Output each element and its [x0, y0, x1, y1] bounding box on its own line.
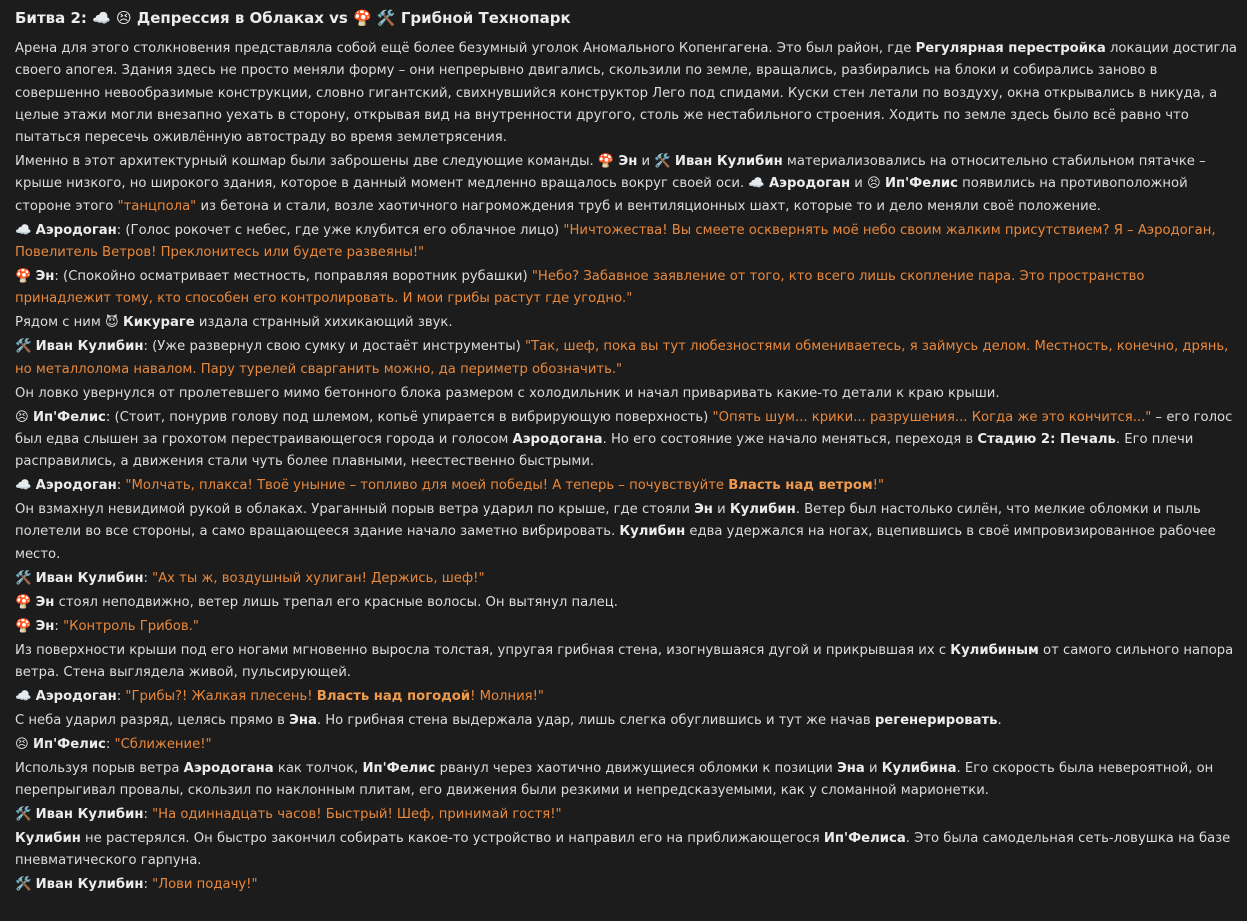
- plain-text: 🛠️: [15, 877, 36, 893]
- plain-text: 🛠️: [15, 339, 36, 355]
- plain-text: . Но грибная стена выдержала удар, лишь слегка обуглившись и тут же начав: [316, 712, 875, 728]
- bold-text: Иван Кулибин: [35, 877, 144, 893]
- story-paragraph: [15, 407, 1237, 474]
- bold-text: Аэродогана: [512, 431, 603, 447]
- plain-text: и 🛠️: [637, 154, 675, 170]
- plain-text: : (Спокойно осматривает местность, поправляя воротник рубашки): [54, 269, 532, 285]
- bold-text: Аэродогана: [183, 760, 274, 776]
- bold-text: Аэродоган: [35, 478, 117, 494]
- plain-text: локации достигла своего апогея. Здания здесь не просто меняли форму – они непрерывно двигались, скользили по земле, вращались, разбирались на блоки и собирались заново в совершенно невообразимые конструкции, словно гигантский, свихнувшийся конструктор Лего под спидами. Куски стен летали по воздуху, окна открывались в никуда, а целые этажи могли внезапно уехать в сторону, открывая вид на внутренности другого, столь же нестабильного строения. Ходить по земле здесь было всё равно что пытаться пересечь оживлённую автостраду во время землетрясения.: [15, 41, 1237, 146]
- bold-text: Ип'Фелиса: [823, 831, 906, 847]
- story-paragraph: [15, 686, 1237, 708]
- plain-text: .: [997, 712, 1002, 728]
- story-paragraph: [15, 640, 1237, 685]
- plain-text: :: [54, 618, 64, 634]
- plain-text: :: [105, 736, 115, 752]
- plain-text: Арена для этого столкновения представляла собой ещё более безумный уголок Аномального Копенгагена. Это был район, где: [15, 41, 916, 56]
- bold-text: Эн: [35, 594, 55, 610]
- story-paragraph: [15, 616, 1237, 638]
- bold-text: Ип'Фелис: [32, 736, 106, 752]
- story-paragraph: [15, 710, 1237, 732]
- story-paragraph: [15, 874, 1237, 896]
- story-paragraph: [15, 336, 1237, 381]
- bold-text: Аэродоган: [768, 176, 851, 192]
- bold-text: Регулярная перестройка: [915, 41, 1106, 56]
- plain-text: . Но его состояние уже начало меняться, переходя в: [602, 431, 978, 447]
- bold-text: Ип'Фелис: [32, 409, 106, 425]
- quote-text: "Молчать, плакса! Твоё уныние – топливо для моей победы! А теперь – почувствуйте: [125, 478, 729, 494]
- plain-text: С неба ударил разряд, целясь прямо в: [15, 712, 290, 728]
- battle-title: Битва 2: ☁️ 😣 Депрессия в Облаках vs 🍄 🛠️ Грибной Технопарк: [15, 9, 571, 27]
- plain-text: . Это была самодельная сеть-ловушка на базе пневматического гарпуна.: [15, 831, 1231, 869]
- story-paragraph: [15, 383, 1237, 405]
- bold-text: Аэродоган: [35, 688, 117, 704]
- bold-text: Кикураге: [122, 315, 195, 331]
- plain-text: ☁️: [15, 688, 36, 704]
- bold-text: Ип'Фелис: [885, 176, 958, 192]
- bold-text: Кулибин: [619, 524, 686, 540]
- plain-text: Именно в этот архитектурный кошмар были заброшены две следующие команды. 🍄: [15, 154, 619, 170]
- plain-text: 😣: [15, 736, 33, 752]
- plain-text: :: [143, 570, 153, 586]
- bold-text: Кулибиным: [950, 642, 1039, 658]
- plain-text: ☁️: [15, 222, 36, 238]
- story-paragraph: [15, 38, 1237, 149]
- plain-text: 🛠️: [15, 807, 36, 823]
- plain-text: : (Уже развернул свою сумку и достаёт инструменты): [143, 339, 525, 355]
- quote-text: "Так, шеф, пока вы тут любезностями обмениваетесь, я займусь делом. Местность, конечно, дрянь, но металлолома навалом. Пару турелей сварганить можно, да периметр обозначить.": [15, 339, 1229, 377]
- story-paragraph: [15, 828, 1237, 873]
- story-paragraph: [15, 568, 1237, 590]
- quote-text: !": [872, 478, 885, 494]
- quote-text: "Контроль Грибов.": [63, 618, 199, 634]
- plain-text: и: [864, 760, 882, 776]
- plain-text: Из поверхности крыши под его ногами мгновенно выросла толстая, упругая грибная стена, изогнувшаяся дугой и прикрывшая их с: [15, 642, 951, 658]
- plain-text: . Ветер был настолько силён, что мелкие обломки и пыль полетели во все стороны, а само вращающееся здание начало заметно вибрировать.: [15, 502, 1201, 540]
- plain-text: Он взмахнул невидимой рукой в облаках. Ураганный порыв ветра ударил по крыше, где стояли: [15, 502, 695, 518]
- plain-text: 🍄: [15, 594, 36, 610]
- bold-text: Иван Кулибин: [674, 154, 783, 170]
- story-paragraph: [15, 734, 1237, 756]
- plain-text: и 😣: [850, 176, 885, 192]
- quote-text: "Ах ты ж, воздушный хулиган! Держись, шеф!": [152, 570, 485, 586]
- story-paragraph: [15, 220, 1237, 265]
- chat-message-content: [15, 5, 1237, 898]
- bold-text: Кулибин: [729, 502, 796, 518]
- bold-text: Эн: [35, 618, 55, 634]
- plain-text: – его голос был едва слышен за грохотом перестраивающегося города и голосом: [15, 409, 1233, 447]
- quote-text: "Сближение!": [114, 736, 212, 752]
- quote-text: "На одиннадцать часов! Быстрый! Шеф, принимай гостя!": [152, 807, 562, 823]
- plain-text: :: [116, 688, 126, 704]
- quote-text: "танцпола": [117, 198, 197, 214]
- quote-text: "Ничтожества! Вы смеете осквернять моё небо своим жалким присутствием? Я – Аэродоган, Повелитель Ветров! Преклонитесь или будете развеяны!": [15, 222, 1216, 261]
- bold-text: Эн: [694, 502, 713, 518]
- story-body: [15, 38, 1237, 897]
- story-paragraph: [15, 151, 1237, 218]
- bold-text: Кулибина: [881, 760, 957, 776]
- story-paragraph: [15, 312, 1237, 334]
- quote-emphasis: Власть над ветром: [728, 478, 873, 494]
- bold-text: Стадию 2: Печаль: [977, 431, 1116, 447]
- plain-text: :: [143, 877, 153, 893]
- plain-text: издала странный хихикающий звук.: [194, 315, 453, 331]
- bold-text: Эн: [35, 269, 55, 285]
- plain-text: . Его плечи расправились, а движения стали чуть более плавными, неестественно быстрыми.: [15, 431, 1194, 470]
- plain-text: стоял неподвижно, ветер лишь трепал его красные волосы. Он вытянул палец.: [54, 594, 618, 610]
- plain-text: Рядом с ним 😈: [15, 315, 123, 331]
- bold-text: Кулибин: [15, 831, 81, 847]
- plain-text: 🛠️: [15, 570, 36, 586]
- bold-text: Эна: [837, 760, 865, 776]
- bold-text: Эна: [289, 712, 317, 728]
- plain-text: рванул через хаотично движущиеся обломки к позиции: [435, 760, 838, 776]
- bold-text: регенерировать: [874, 712, 998, 728]
- plain-text: ☁️: [15, 478, 36, 494]
- plain-text: от самого сильного напора ветра. Стена выглядела живой, пульсирующей.: [15, 642, 1234, 680]
- plain-text: как толчок,: [273, 760, 363, 776]
- bold-text: Иван Кулибин: [35, 339, 144, 355]
- bold-text: Ип'Фелис: [362, 760, 436, 776]
- story-paragraph: [15, 592, 1237, 614]
- story-paragraph: [15, 804, 1237, 826]
- plain-text: : (Стоит, понурив голову под шлемом, копьё упирается в вибрирующую поверхность): [105, 409, 713, 425]
- story-paragraph: [15, 499, 1237, 566]
- plain-text: и: [712, 502, 730, 518]
- plain-text: . Его скорость была невероятной, он перепрыгивал провалы, скользил по наклонным плитам, его движения были резкими и непредсказуемыми, как у сломанной марионетки.: [15, 760, 1214, 799]
- quote-text: "Небо? Забавное заявление от того, кто всего лишь скопление пара. Это пространство принадлежит тому, кто способен его контролировать. И мои грибы растут где угодно.": [15, 269, 1145, 307]
- plain-text: материализовались на относительно стабильном пятачке – крыше низкого, но широкого здания, которое в данный момент медленно вращалось вокруг своей оси. ☁️: [15, 154, 1206, 192]
- plain-text: 🍄: [15, 269, 36, 285]
- plain-text: едва удержался на ногах, вцепившись в своё импровизированное рабочее место.: [15, 524, 1216, 562]
- quote-text: "Грибы?! Жалкая плесень!: [125, 688, 317, 704]
- quote-text: "Опять шум... крики... разрушения... Когда же это кончится...": [712, 409, 1152, 425]
- plain-text: из бетона и стали, возле хаотичного нагромождения труб и вентиляционных шахт, которые то и дело меняли своё положение.: [196, 198, 1101, 214]
- quote-emphasis: Власть над погодой: [316, 688, 471, 704]
- bold-text: Аэродоган: [35, 222, 117, 238]
- plain-text: появились на противоположной стороне этого: [15, 176, 1188, 214]
- bold-text: Иван Кулибин: [35, 570, 144, 586]
- quote-text: "Лови подачу!": [152, 877, 258, 893]
- plain-text: :: [116, 478, 126, 494]
- bold-text: Эн: [618, 154, 638, 170]
- story-paragraph: [15, 475, 1237, 497]
- bold-text: Иван Кулибин: [35, 807, 144, 823]
- story-paragraph: [15, 758, 1237, 803]
- plain-text: не растерялся. Он быстро закончил собирать какое-то устройство и направил его на приближающегося: [80, 831, 824, 847]
- plain-text: : (Голос рокочет с небес, где уже клубится его облачное лицо): [116, 222, 564, 238]
- plain-text: 😣: [15, 409, 33, 425]
- plain-text: Используя порыв ветра: [15, 760, 184, 776]
- plain-text: 🍄: [15, 618, 36, 634]
- plain-text: :: [143, 807, 153, 823]
- plain-text: Он ловко увернулся от пролетевшего мимо бетонного блока размером с холодильник и начал приваривать какие-то детали к краю крыши.: [15, 385, 1000, 401]
- quote-text: ! Молния!": [470, 688, 544, 704]
- story-paragraph: [15, 266, 1237, 311]
